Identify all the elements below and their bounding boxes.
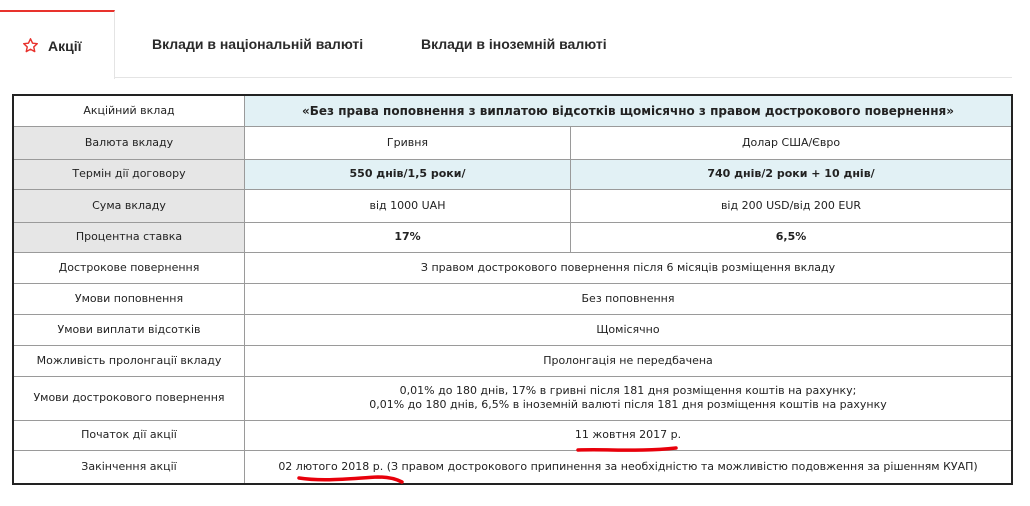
early-return-line: 0,01% до 180 днів, 17% в гривні після 181 дня розміщення коштів на рахунку; [399, 384, 857, 397]
table-row [13, 95, 1012, 126]
row-label: Можливість пролонгації вкладу [13, 345, 245, 376]
promo-end-date: 02 лютого 2018 р. [278, 459, 384, 473]
deposit-title: «Без права поповнення з виплатою відсотків щомісячно з правом дострокового повернення» [245, 95, 1013, 126]
table-row [13, 345, 1012, 376]
table-row [13, 314, 1012, 345]
merged-value: З правом дострокового повернення після 6 місяців розміщення вкладу [245, 252, 1013, 283]
promo-start-date: 11 жовтня 2017 р. [245, 420, 1013, 450]
promo-end-note: (З правом дострокового припинення за необхідністю та можливістю подовження за рішенням КУАП) [383, 459, 978, 473]
uah-value: 17% [245, 222, 571, 252]
tab-bar [0, 0, 1030, 80]
table-row [13, 252, 1012, 283]
table-row [13, 450, 1012, 484]
row-label: Початок дії акції [13, 420, 245, 450]
table-row [13, 159, 1012, 189]
tab-foreign-currency-label: Вклади в іноземній валюті [421, 36, 607, 52]
star-outline-icon [22, 37, 39, 54]
row-label: Дострокове повернення [13, 252, 245, 283]
row-label: Процентна ставка [13, 222, 245, 252]
merged-value: Щомісячно [245, 314, 1013, 345]
uah-value: від 1000 UAH [245, 189, 571, 222]
tab-foreign-currency[interactable] [421, 10, 607, 78]
tab-national-currency-label: Вклади в національній валюті [152, 36, 364, 52]
tab-promotions[interactable] [0, 10, 115, 79]
tab-promotions-label: Акції [48, 37, 82, 54]
uah-value: 550 днів/1,5 роки/ [245, 159, 571, 189]
deposit-conditions-table [12, 94, 1013, 485]
table-row [13, 376, 1012, 420]
merged-value: Без поповнення [245, 283, 1013, 314]
fx-value: Долар США/Євро [571, 126, 1013, 159]
row-label: Термін дії договору [13, 159, 245, 189]
row-label: Сума вкладу [13, 189, 245, 222]
early-return-conditions [245, 376, 1013, 420]
uah-value: Гривня [245, 126, 571, 159]
merged-value: Пролонгація не передбачена [245, 345, 1013, 376]
table-row [13, 189, 1012, 222]
tab-national-currency[interactable] [152, 10, 363, 78]
row-label: Умови поповнення [13, 283, 245, 314]
fx-value: від 200 USD/від 200 EUR [571, 189, 1013, 222]
row-label: Умови дострокового повернення [13, 376, 245, 420]
table-row [13, 126, 1012, 159]
table-row [13, 420, 1012, 450]
row-label: Закінчення акції [13, 450, 245, 484]
table-row [13, 222, 1012, 252]
fx-value: 6,5% [571, 222, 1013, 252]
row-label: Умови виплати відсотків [13, 314, 245, 345]
promo-end [245, 450, 1013, 484]
row-label: Валюта вкладу [13, 126, 245, 159]
fx-value: 740 днів/2 роки + 10 днів/ [571, 159, 1013, 189]
table-row [13, 283, 1012, 314]
early-return-line: 0,01% до 180 днів, 6,5% в іноземній валюті після 181 дня розміщення коштів на рахунку [369, 398, 887, 411]
row-label: Акційний вклад [13, 95, 245, 126]
